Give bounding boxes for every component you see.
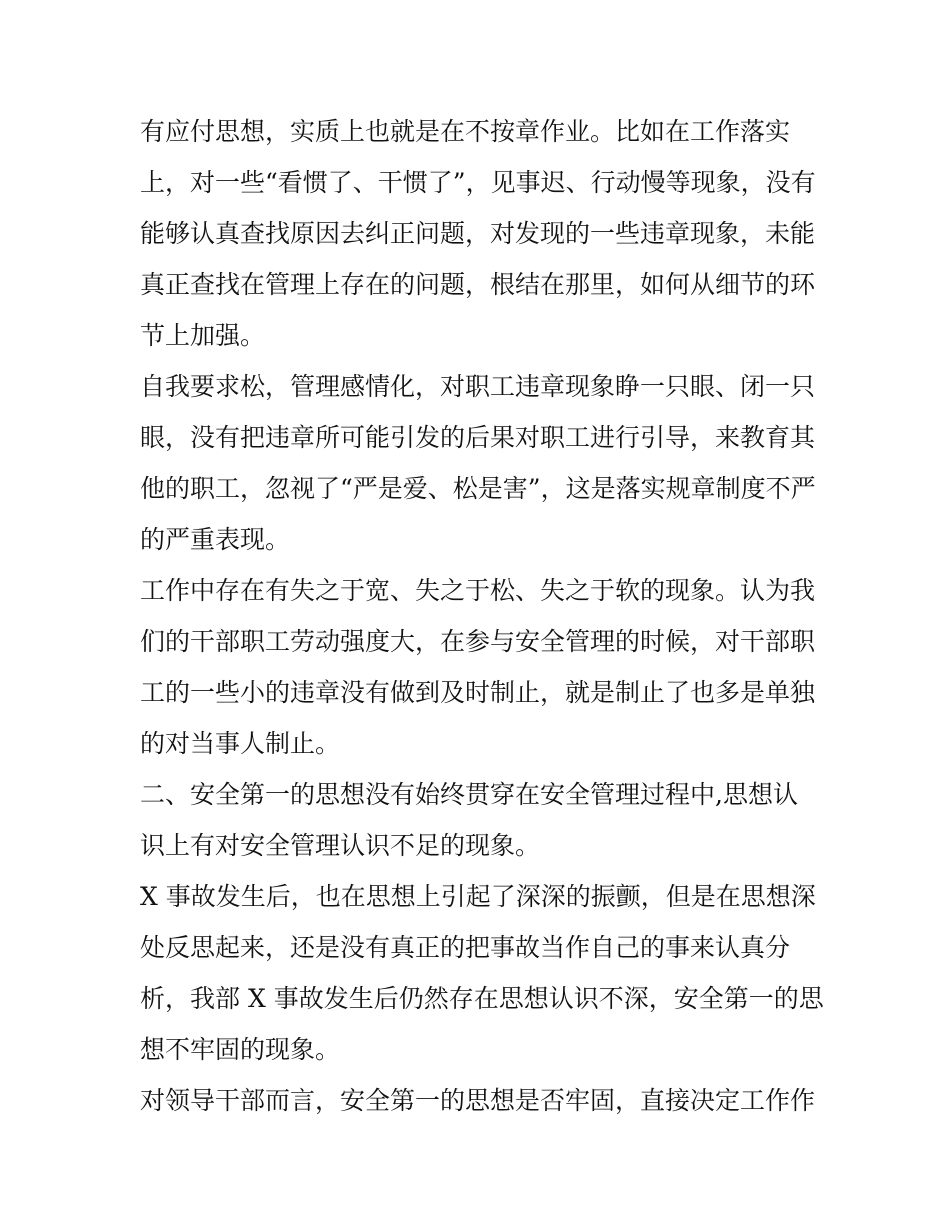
text-line: 眼，没有把违章所可能引发的后果对职工进行引导，来教育其 (140, 423, 816, 452)
text-line: 们的干部职工劳动强度大，在参与安全管理的时候，对干部职 (140, 627, 816, 656)
text-line: 的对当事人制止。 (140, 729, 341, 758)
text-line: 析，我部 X 事故发生后仍然存在思想认识不深，安全第一的思 (140, 984, 824, 1013)
text-line: 二、安全第一的思想没有始终贯穿在安全管理过程中,思想认 (140, 780, 798, 809)
text-line: 他的职工，忽视了“严是爱、松是害”，这是落实规章制度不严 (140, 474, 816, 503)
text-line: 的严重表现。 (140, 525, 291, 554)
text-line: X 事故发生后，也在思想上引起了深深的振颤，但是在思想深 (140, 882, 816, 911)
text-line: 想不牢固的现象。 (140, 1035, 341, 1064)
text-line: 能够认真查找原因去纠正问题，对发现的一些违章现象，未能 (140, 219, 816, 248)
text-line: 自我要求松，管理感情化，对职工违章现象睁一只眼、闭一只 (140, 372, 816, 401)
text-line: 处反思起来，还是没有真正的把事故当作自己的事来认真分 (140, 933, 791, 962)
text-line: 识上有对安全管理认识不足的现象。 (140, 831, 541, 860)
text-line: 上，对一些“看惯了、干惯了”，见事迟、行动慢等现象，没有 (140, 168, 816, 197)
text-line: 有应付思想，实质上也就是在不按章作业。比如在工作落实 (140, 117, 791, 146)
text-line: 工的一些小的违章没有做到及时制止，就是制止了也多是单独 (140, 678, 816, 707)
text-line: 节上加强。 (140, 321, 266, 350)
text-line: 工作中存在有失之于宽、失之于松、失之于软的现象。认为我 (140, 576, 816, 605)
text-line: 真正查找在管理上存在的问题，根结在那里，如何从细节的环 (140, 270, 816, 299)
text-line: 对领导干部而言，安全第一的思想是否牢固，直接决定工作作 (140, 1086, 816, 1115)
document-body (140, 106, 824, 1126)
